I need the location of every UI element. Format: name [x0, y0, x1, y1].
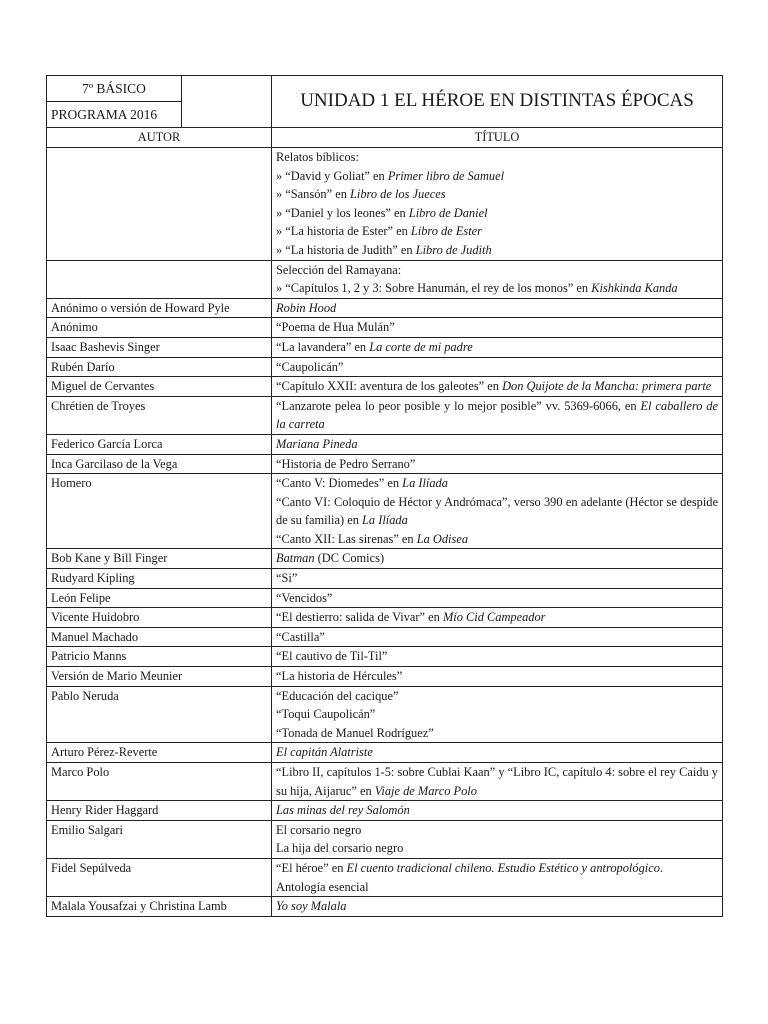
work-title-text: Primer libro de Samuel [387, 168, 505, 183]
table-row [47, 377, 723, 397]
author-cell: Inca Garcilaso de la Vega [47, 454, 272, 474]
title-cell [272, 454, 723, 474]
title-line [276, 801, 718, 820]
title-line [276, 222, 718, 241]
author-cell: Fidel Sepúlveda [47, 858, 272, 896]
title-cell [272, 396, 723, 434]
title-cell [272, 608, 723, 628]
work-title-text: Yo soy Malala [276, 899, 347, 914]
author-cell: Anónimo o versión de Howard Pyle [47, 298, 272, 318]
author-cell: Malala Yousafzai y Christina Lamb [47, 897, 272, 917]
unit-title: UNIDAD 1 EL HÉROE EN DISTINTAS ÉPOCAS [272, 76, 723, 128]
author-cell: Patricio Manns [47, 647, 272, 667]
work-title-text: Libro de Daniel [408, 205, 488, 220]
title-cell [272, 647, 723, 667]
work-title-text: Libro de los Jueces [349, 187, 446, 202]
author-cell: Henry Rider Haggard [47, 801, 272, 821]
title-line [276, 878, 718, 897]
title-line [276, 647, 718, 666]
author-cell: Manuel Machado [47, 627, 272, 647]
table-row [47, 647, 723, 667]
title-line [276, 821, 718, 840]
title-text: » “Sansón” en [276, 187, 350, 202]
title-text: “La historia de Hércules” [276, 669, 403, 684]
title-line [276, 530, 718, 549]
author-column-header: AUTOR [47, 128, 272, 148]
author-cell: Rudyard Kipling [47, 569, 272, 589]
title-cell [272, 298, 723, 318]
title-cell [272, 434, 723, 454]
title-text: “La lavandera” en [276, 339, 370, 354]
title-line [276, 859, 718, 878]
title-cell [272, 858, 723, 896]
author-cell [47, 148, 272, 261]
work-title-text: Batman [276, 551, 315, 566]
title-line [276, 474, 718, 493]
author-cell: León Felipe [47, 588, 272, 608]
title-line [276, 455, 718, 474]
work-title-text: La corte de mi padre [369, 339, 473, 354]
title-cell [272, 474, 723, 549]
title-text: “Toqui Caupolicán” [276, 707, 376, 722]
title-cell [272, 820, 723, 858]
work-title-text: Robin Hood [276, 300, 337, 315]
table-row [47, 588, 723, 608]
title-line [276, 763, 718, 800]
title-cell [272, 801, 723, 821]
author-cell: Isaac Bashevis Singer [47, 337, 272, 357]
work-title-text: La Ilíada [362, 513, 408, 528]
author-cell: Chrétien de Troyes [47, 396, 272, 434]
title-cell [272, 549, 723, 569]
title-text: . [659, 860, 664, 875]
table-row [47, 858, 723, 896]
table-row [47, 318, 723, 338]
work-title-text: La Ilíada [402, 476, 448, 491]
title-text: Relatos bíblicos: [276, 150, 359, 164]
table-row [47, 897, 723, 917]
grade-label: 7º BÁSICO [47, 76, 182, 102]
author-cell: Pablo Neruda [47, 686, 272, 743]
title-line [276, 185, 718, 204]
title-line [276, 204, 718, 223]
title-text: “Canto V: Diomedes” en [276, 476, 403, 491]
title-text: “Capítulo XXII: aventura de los galeotes” en [276, 379, 503, 394]
title-text: Antología esencial [276, 879, 369, 894]
author-cell [47, 260, 272, 298]
title-text: “El destierro: salida de Vivar” en [276, 610, 443, 625]
title-line [276, 705, 718, 724]
author-cell: Rubén Darío [47, 357, 272, 377]
table-row [47, 820, 723, 858]
title-text: “Castilla” [276, 629, 325, 644]
author-cell: Bob Kane y Bill Finger [47, 549, 272, 569]
title-line [276, 397, 718, 434]
title-line [276, 493, 718, 530]
author-cell: Emilio Salgari [47, 820, 272, 858]
title-line [276, 261, 718, 280]
table-row [47, 148, 723, 261]
author-cell: Anónimo [47, 318, 272, 338]
title-cell [272, 627, 723, 647]
title-text: “Educación del cacique” [276, 688, 399, 703]
table-row [47, 569, 723, 589]
author-cell: Federico García Lorca [47, 434, 272, 454]
title-text: El corsario negro [276, 822, 362, 837]
title-text: “Poema de Hua Mulán” [276, 320, 395, 335]
table-row [47, 667, 723, 687]
title-cell [272, 357, 723, 377]
table-row [47, 608, 723, 628]
title-text: (DC Comics) [314, 551, 385, 566]
column-header-row [47, 128, 723, 148]
title-line [276, 608, 718, 627]
title-text: » “Daniel y los leones” en [276, 205, 409, 220]
table-row [47, 337, 723, 357]
program-label: PROGRAMA 2016 [47, 102, 182, 128]
title-text: “Si” [276, 571, 298, 586]
work-title-text: Mío Cid Campeador [442, 610, 546, 625]
title-text: » “David y Goliat” en [276, 168, 388, 183]
title-line [276, 839, 718, 858]
work-title-text: Viaje de Marco Polo [374, 783, 477, 798]
title-line [276, 299, 718, 318]
author-cell: Versión de Mario Meunier [47, 667, 272, 687]
title-line [276, 549, 718, 568]
title-cell [272, 377, 723, 397]
title-line [276, 687, 718, 706]
author-cell: Miguel de Cervantes [47, 377, 272, 397]
title-text: » “La historia de Ester” en [276, 224, 411, 239]
title-line [276, 377, 718, 396]
work-title-text: Don Quijote de la Mancha: primera parte [502, 379, 712, 394]
title-text: “Canto VI: Coloquio de Héctor y Andrómaca”, verso 390 en adelante (Héctor se despide de su familia) en [276, 494, 718, 528]
title-line [276, 589, 718, 608]
title-cell [272, 667, 723, 687]
title-line [276, 628, 718, 647]
title-text: “Vencidos” [276, 590, 333, 605]
title-line [276, 743, 718, 762]
title-text: » “La historia de Judith” en [276, 242, 416, 257]
title-line [276, 435, 718, 454]
title-line [276, 724, 718, 743]
title-line [276, 148, 718, 167]
work-title-text: Las minas del rey Salomón [276, 803, 410, 818]
title-text: “Tonada de Manuel Rodríguez” [276, 725, 434, 740]
table-row [47, 396, 723, 434]
title-cell [272, 337, 723, 357]
title-text: “Caupolicán” [276, 359, 344, 374]
work-title-text: Kishkinda Kanda [591, 281, 678, 296]
title-cell [272, 763, 723, 801]
title-text: “El héroe” en [276, 860, 347, 875]
title-text: “El cautivo de Til-Til” [276, 649, 388, 664]
author-cell: Marco Polo [47, 763, 272, 801]
title-cell [272, 897, 723, 917]
title-text: La hija del corsario negro [276, 841, 404, 856]
header-left-cell [47, 76, 272, 128]
title-line [276, 241, 718, 260]
table-row [47, 298, 723, 318]
reading-list-table [46, 75, 723, 917]
title-text: “Lanzarote pelea lo peor posible y lo mejor posible” vv. 5369-6066, en [276, 398, 641, 413]
table-row [47, 763, 723, 801]
work-title-text: Libro de Ester [410, 224, 483, 239]
title-text: “Libro II, capítulos 1-5: sobre Cublai Kaan” y “Libro IC, capítulo 4: sobre el rey Caidu y su hija, Aijaruc” en [276, 765, 718, 798]
title-line [276, 279, 718, 298]
title-line [276, 569, 718, 588]
title-cell [272, 743, 723, 763]
header-row [47, 76, 723, 128]
author-cell: Homero [47, 474, 272, 549]
title-text: » “Capítulos 1, 2 y 3: Sobre Hanumán, el rey de los monos” en [276, 281, 592, 296]
title-line [276, 318, 718, 337]
work-title-text: La Odisea [416, 531, 469, 546]
author-cell: Vicente Huidobro [47, 608, 272, 628]
title-cell [272, 569, 723, 589]
work-title-text: El capitán Alatriste [276, 745, 373, 760]
work-title-text: El caballero de la carreta [276, 398, 718, 432]
title-cell [272, 260, 723, 298]
title-line [276, 338, 718, 357]
author-cell: Arturo Pérez-Reverte [47, 743, 272, 763]
table-row [47, 686, 723, 743]
reading-list-document [46, 75, 722, 917]
table-row [47, 474, 723, 549]
title-text: “Historia de Pedro Serrano” [276, 456, 416, 471]
title-line [276, 667, 718, 686]
title-line [276, 358, 718, 377]
work-title-text: Mariana Pineda [276, 436, 358, 451]
title-text: “Canto XII: Las sirenas” en [276, 531, 417, 546]
title-line [276, 167, 718, 186]
table-row [47, 627, 723, 647]
table-row [47, 743, 723, 763]
title-column-header: TÍTULO [272, 128, 723, 148]
title-cell [272, 588, 723, 608]
title-cell [272, 686, 723, 743]
table-row [47, 434, 723, 454]
table-row [47, 549, 723, 569]
title-text: Selección del Ramayana: [276, 262, 402, 277]
title-cell [272, 148, 723, 261]
reading-rows [47, 148, 723, 917]
title-cell [272, 318, 723, 338]
table-row [47, 454, 723, 474]
work-title-text: El cuento tradicional chileno. Estudio Estético y antropológico [346, 860, 660, 875]
table-row [47, 260, 723, 298]
table-row [47, 357, 723, 377]
work-title-text: Libro de Judith [415, 242, 492, 257]
title-line [276, 897, 718, 916]
table-row [47, 801, 723, 821]
grade-box [47, 76, 182, 127]
